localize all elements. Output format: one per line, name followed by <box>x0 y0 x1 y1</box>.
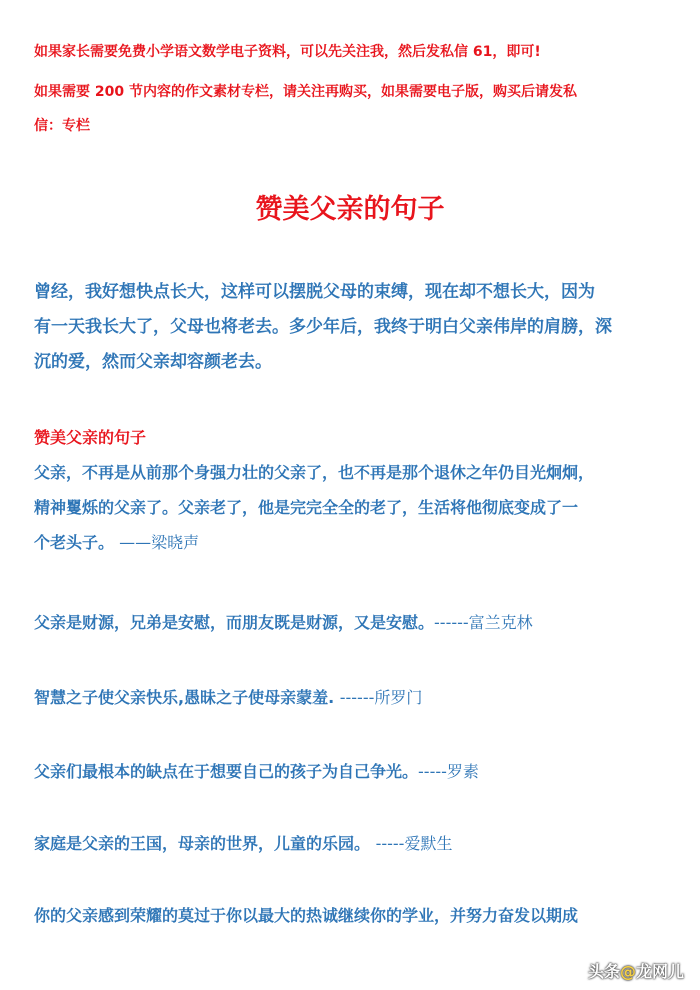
quote-6-text: 你的父亲感到荣耀的莫过于你以最大的热诚继续你的学业，并努力奋发以期成 <box>34 906 579 925</box>
watermark-prefix: 头条 <box>587 962 620 981</box>
section-heading: 赞美父亲的句子 <box>34 428 147 447</box>
quote-1-author: ——梁晓声 <box>114 533 200 552</box>
quote-3-text: 智慧之子使父亲快乐,愚昧之子使母亲蒙羞. <box>34 688 340 707</box>
quote-5 <box>34 826 674 861</box>
quote-4-text: 父亲们最根本的缺点在于想要自己的孩子为自己争光。 <box>34 762 419 781</box>
intro-line-2: 有一天我长大了，父母也将老去。多少年后，我终于明白父亲伟岸的肩膀，深 <box>34 317 612 337</box>
watermark <box>588 959 684 982</box>
quote-2-text: 父亲是财源，兄弟是安慰，而朋友既是财源，又是安慰。 <box>34 613 435 632</box>
intro-line-3: 沉的爱，然而父亲却容颜老去。 <box>34 352 272 372</box>
quote-4 <box>34 754 674 789</box>
quote-3 <box>34 680 674 715</box>
quote-1-line-2: 精神矍烁的父亲了。父亲老了，他是完完全全的老了，生活将他彻底变成了一 <box>34 498 579 517</box>
quote-1 <box>34 455 674 560</box>
notice-line-3: 信：专栏 <box>34 118 90 134</box>
page-title: 赞美父亲的句子 <box>255 194 445 225</box>
watermark-at-icon: @ <box>619 962 636 981</box>
quote-3-author: ------所罗门 <box>339 688 423 707</box>
intro-line-1: 曾经，我好想快点长大，这样可以摆脱父母的束缚，现在却不想长大，因为 <box>34 282 595 302</box>
notice-line-2: 如果需要 200 节内容的作文素材专栏，请关注再购买，如果需要电子版，购买后请发私 <box>34 84 577 100</box>
quote-5-text: 家庭是父亲的王国，母亲的世界，儿童的乐园。 <box>34 834 376 853</box>
quote-6 <box>34 898 674 933</box>
notice-line-1: 如果家长需要免费小学语文数学电子资料，可以先关注我，然后发私信 61，即可! <box>34 44 541 60</box>
quote-5-author: -----爱默生 <box>375 834 453 853</box>
watermark-suffix: 龙网儿 <box>635 962 684 981</box>
quote-2-author: ------富兰克林 <box>434 613 533 632</box>
quote-2 <box>34 605 674 640</box>
quote-4-author: -----罗素 <box>418 762 479 781</box>
intro-paragraph <box>34 275 674 380</box>
quote-1-line-3: 个老头子。 <box>34 533 115 552</box>
quote-1-line-1: 父亲，不再是从前那个身强力壮的父亲了，也不再是那个退休之年仍目光炯炯， <box>34 463 595 482</box>
